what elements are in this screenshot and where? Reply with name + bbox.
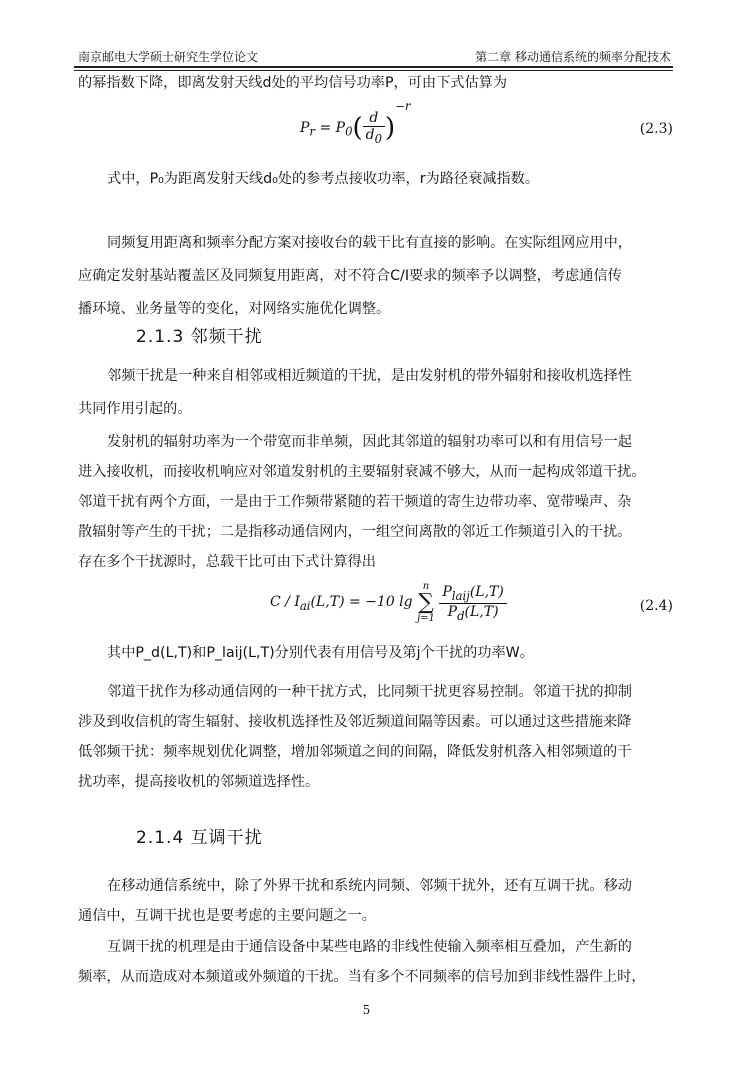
page-number: 5 — [362, 1003, 371, 1017]
text-line: 频率，从而造成对本频道或外频道的干扰。当有多个不同频率的信号加到非线性器件上时， — [78, 969, 646, 985]
equation-2-4: $C / I_{ai}(L,T) = -10$ lg n ∑ j=1 $\frac{P_{laij}(L,T)}{P_d(L,T)}$ — [270, 582, 507, 624]
text-line: 共同作用引起的。 — [78, 401, 192, 417]
text-line: 涉及到收信机的寄生辐射、接收机选择性及邻近频道间隔等因素。可以通过这些措施来降 — [78, 714, 632, 730]
header-rule-thin — [74, 70, 673, 71]
equation-number: (2.4) — [639, 598, 673, 614]
text-line: 互调干扰的机理是由于通信设备中某些电路的非线性使输入频率相互叠加，产生新的 — [107, 939, 632, 955]
header-rule — [74, 66, 673, 68]
text-line: 存在多个干扰源时，总载干比可由下式计算得出 — [78, 554, 376, 570]
text-line: 其中P_d(L,T)和P_laij(L,T)分别代表有用信号及第j个干扰的功率W。 — [107, 645, 534, 661]
text-line: 邻道干扰有两个方面，一是由于工作频带紧随的若干频道的寄生边带功率、宽带噪声、杂 — [78, 494, 632, 510]
text-line: 扰功率，提高接收机的邻频道选择性。 — [78, 774, 320, 790]
text-line: 在移动通信系统中，除了外界干扰和系统内同频、邻频干扰外，还有互调干扰。移动 — [107, 878, 632, 894]
equation-2-3: $P_r = P_0$( $\frac{d}{d_0}$ )$^{-r}$ — [300, 99, 411, 146]
header-right: 第二章 移动通信系统的频率分配技术 — [475, 50, 671, 64]
text-line: 进入接收机，而接收机响应对邻道发射机的主要辐射衰减不够大，从而一起构成邻道干扰。 — [78, 464, 646, 480]
text-line: 同频复用距离和频率分配方案对接收台的载干比有直接的影响。在实际组网应用中， — [107, 235, 632, 251]
section-heading: 2.1.4 互调干扰 — [136, 828, 263, 848]
text-line: 邻道干扰作为移动通信网的一种干扰方式，比同频干扰更容易控制。邻道干扰的抑制 — [107, 684, 632, 700]
text-line: 式中，P₀为距离发射天线d₀处的参考点接收功率，r为路径衰减指数。 — [107, 171, 540, 187]
text-line: 通信中，互调干扰也是要考虑的主要问题之一。 — [78, 908, 376, 924]
text-line: 的幂指数下降，即离发射天线d处的平均信号功率P，可由下式估算为 — [78, 75, 508, 91]
text-line: 低邻频干扰：频率规划优化调整，增加邻频道之间的间隔，降低发射机落入相邻频道的干 — [78, 744, 632, 760]
text-line: 邻频干扰是一种来自相邻或相近频道的干扰，是由发射机的带外辐射和接收机选择性 — [107, 368, 632, 384]
equation-number: (2.3) — [639, 121, 673, 137]
section-heading: 2.1.3 邻频干扰 — [136, 327, 263, 347]
running-header — [74, 46, 673, 66]
text-line: 播环境、业务量等的变化，对网络实施优化调整。 — [78, 301, 391, 317]
text-line: 应确定发射基站覆盖区及同频复用距离，对不符合C/I要求的频率予以调整，考虑通信传 — [78, 268, 622, 284]
header-left: 南京邮电大学硕士研究生学位论文 — [78, 50, 259, 64]
text-line: 发射机的辐射功率为一个带宽而非单频，因此其邻道的辐射功率可以和有用信号一起 — [107, 434, 632, 450]
text-line: 散辐射等产生的干扰；二是指移动通信网内，一组空间离散的邻近工作频道引入的干扰。 — [78, 524, 632, 540]
